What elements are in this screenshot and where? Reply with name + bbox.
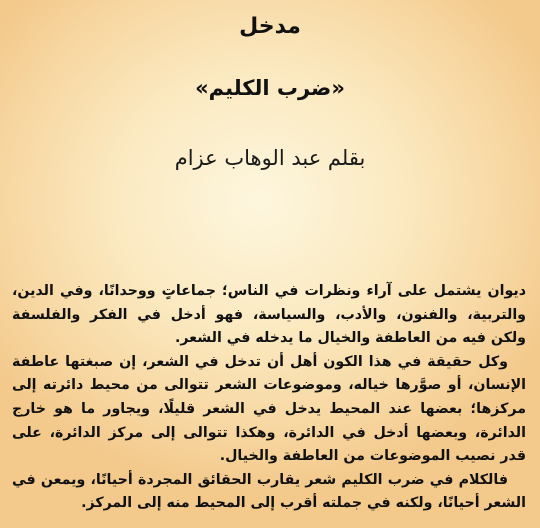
paragraph-3: فالكلام في ضرب الكليم شعر يقارب الحقائق المجردة أحيانًا، ويمعن في الشعر أحيانًا، ولكنه في جملته أقرب إلى المحيط منه إلى المركز. <box>12 471 526 512</box>
section-heading: مدخل <box>239 14 301 39</box>
paragraph-1: ديوان يشتمل على آراء ونظرات في الناس؛ جماعاتٍ ووحدانًا، وفي الدين، والتربية، والفنون، والأدب، والسياسة، فهو أدخل في الفكر والفلسفة ولكن فيه من العاطفة والخيال ما يدخله في الشعر. <box>12 283 526 347</box>
author-line: بقلم عبد الوهاب عزام <box>174 146 366 170</box>
body-text <box>12 280 526 516</box>
book-title: «ضرب الكليم» <box>195 76 345 100</box>
paragraph-2: وكل حقيقة في هذا الكون أهل أن تدخل في الشعر، إن صبغتها عاطفة الإنسان، أو صوَّرها خياله، وموضوعات الشعر تتوالى من محيط دائرته إلى مركزها؛ بعضها عند المحيط يدخل في الشعر قليلًا، ويجاور ما هو خارج الدائرة، وبعضها أدخل في الدائرة، وهكذا تتوالى إلى مركز الدائرة، على قدر نصيب الموضوعات من العاطفة والخيال. <box>12 353 526 465</box>
